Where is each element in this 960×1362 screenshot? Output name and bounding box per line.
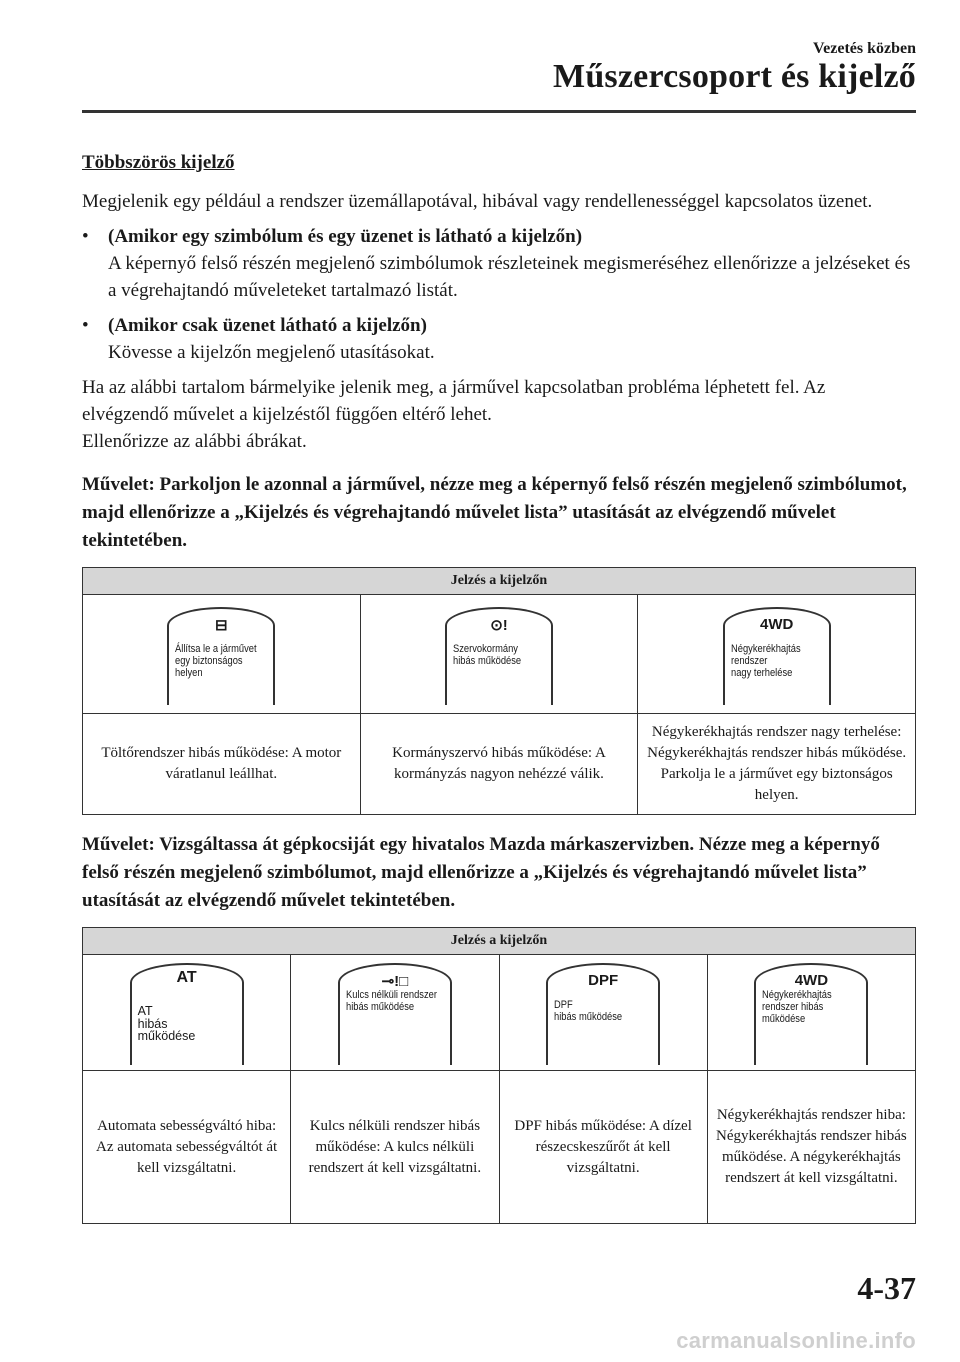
table-cell-description: Kulcs nélküli rendszer hibás működése: A kulcs nélküli rendszert át kell vizsgáltatni. xyxy=(291,1071,499,1224)
bullet-heading: (Amikor csak üzenet látható a kijelzőn) xyxy=(108,315,427,336)
display-screen xyxy=(754,963,868,1065)
bullet-text: Kövesse a kijelzőn megjelenő utasításokat. xyxy=(108,342,435,363)
table-cell-description: Négykerékhajtás rendszer hiba: Négykerékhajtás rendszer hibás működése. A négykerékhajtás rendszert át kell vizsgáltatni. xyxy=(707,1071,915,1224)
display-screen xyxy=(445,607,553,705)
header-divider xyxy=(82,110,916,113)
dpf-icon: DPF xyxy=(588,972,619,989)
display-screen xyxy=(546,963,660,1065)
display-label: Szervokormány hibás működése xyxy=(452,643,522,667)
header-section: Vezetés közben xyxy=(813,40,916,57)
4wd-icon: 4WD xyxy=(794,972,829,989)
page-title: Műszercsoport és kijelző xyxy=(553,58,916,95)
bullet-text: A képernyő felső részén megjelenő szimbólumok részleteinek megismeréséhez ellenőrizze a jelzéseket és a végrehajtandó műveleteket tartalmazó listát. xyxy=(108,253,911,301)
main-content xyxy=(82,152,916,1224)
section-title: Többszörös kijelző xyxy=(82,152,235,173)
indicator-table-2 xyxy=(82,927,916,1224)
display-label: Négykerékhajtás rendszer nagy terhelése xyxy=(730,643,801,679)
display-label: Négykerékhajtás rendszer hibás működése xyxy=(762,989,833,1025)
table-cell xyxy=(360,595,638,714)
watermark: carmanualsonline.info xyxy=(676,1328,916,1353)
table-cell-description: Automata sebességváltó hiba: Az automata sebességváltót át kell vizsgáltatni. xyxy=(83,1071,291,1224)
at-icon: AT xyxy=(176,969,197,986)
display-screen xyxy=(167,607,275,705)
table-cell-description: Töltőrendszer hibás működése: A motor váratlanul leállhat. xyxy=(83,714,361,815)
notice-paragraph: Ha az alábbi tartalom bármelyike jelenik meg, a járművel kapcsolatban probléma léphetett fel. Az elvégzendő művelet a kijelzéstől függően eltérő lehet. xyxy=(82,377,826,425)
table-cell xyxy=(499,955,707,1071)
power-steering-icon: ⊙! xyxy=(490,617,508,634)
bullet-icon: • xyxy=(82,315,89,336)
display-screen xyxy=(130,963,244,1065)
bullet-icon: • xyxy=(82,226,89,247)
display-screen xyxy=(338,963,452,1065)
table-cell-description: Kormányszervó hibás működése: A kormányzás nagyon nehézzé válik. xyxy=(360,714,638,815)
page-number: 4-37 xyxy=(857,1270,916,1306)
table-cell xyxy=(638,595,916,714)
table-cell-description: Négykerékhajtás rendszer nagy terhelése: Négykerékhajtás rendszer hibás működése. Parkolja le a járművet egy biztonságos helyen. xyxy=(638,714,916,815)
bullet-item xyxy=(82,312,916,366)
display-screen xyxy=(723,607,831,705)
table-cell xyxy=(291,955,499,1071)
intro-paragraph: Megjelenik egy például a rendszer üzemállapotával, hibával vagy rendellenességgel kapcsolatos üzenet. xyxy=(82,191,873,212)
table-cell-description: DPF hibás működése: A dízel részecskeszűrőt át kell vizsgáltatni. xyxy=(499,1071,707,1224)
display-label: Kulcs nélküli rendszer hibás működése xyxy=(345,989,437,1013)
operation-heading-1: Művelet: Parkoljon le azonnal a járművel, nézze meg a képernyő felső részén megjelenő szimbólumot, majd ellenőrizze a „Kijelzés és végrehajtandó művelet lista” utasítását az elvégzendő művelet tekintetében. xyxy=(82,474,907,551)
indicator-table-1 xyxy=(82,567,916,815)
battery-icon: ⊟ xyxy=(215,617,228,634)
table-cell xyxy=(83,955,291,1071)
table-header: Jelzés a kijelzőn xyxy=(83,928,916,955)
4wd-icon: 4WD xyxy=(759,616,794,633)
notice-paragraph-check: Ellenőrizze az alábbi ábrákat. xyxy=(82,431,307,452)
operation-heading-2: Művelet: Vizsgáltassa át gépkocsiját egy hivatalos Mazda márkaszervizben. Nézze meg a képernyő felső részén megjelenő szimbólumot, majd ellenőrizze a „Kijelzés és végrehajtandó művelet lista” utasítását az elvégzendő művelet tekintetében. xyxy=(82,834,880,911)
table-header: Jelzés a kijelzőn xyxy=(83,568,916,595)
bullet-item xyxy=(82,223,916,304)
table-cell xyxy=(83,595,361,714)
display-label: DPF hibás működése xyxy=(554,999,623,1023)
table-cell xyxy=(707,955,915,1071)
display-label: AT hibás működése xyxy=(137,1004,196,1043)
display-label: Állítsa le a járművet egy biztonságos helyen xyxy=(175,643,257,679)
keyless-icon: ⊸!□ xyxy=(381,973,409,990)
bullet-heading: (Amikor egy szimbólum és egy üzenet is látható a kijelzőn) xyxy=(108,226,583,247)
